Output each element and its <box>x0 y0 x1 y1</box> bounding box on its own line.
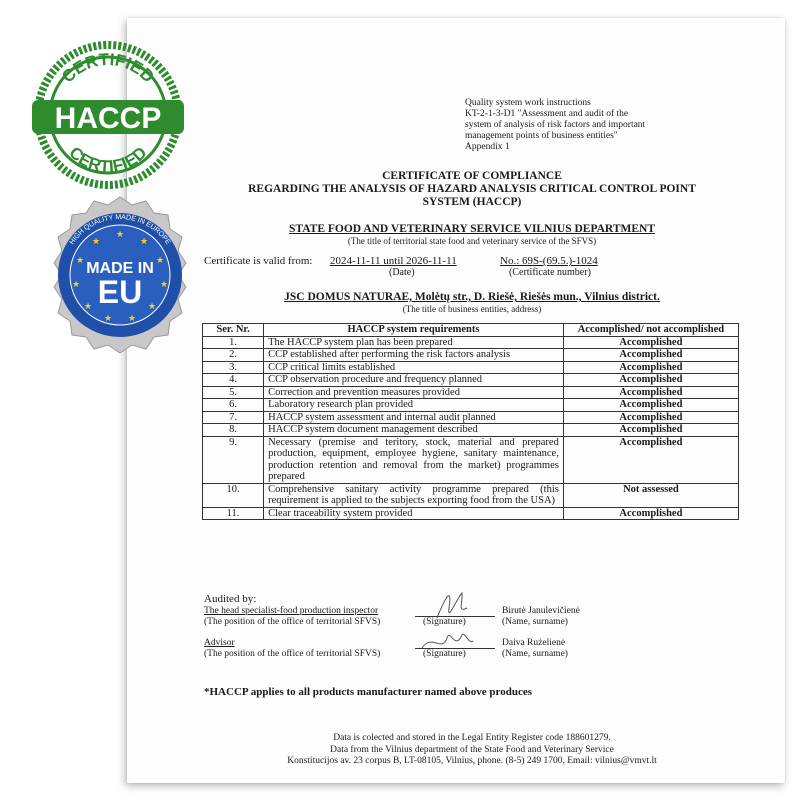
inspector-name: Birutė Janulevičienė <box>502 606 580 616</box>
svg-text:★: ★ <box>115 229 125 239</box>
svg-text:★: ★ <box>103 313 113 323</box>
certificate-number: No.: 69S-(69.5.)-1024 <box>500 255 598 267</box>
validity-dates: 2024-11-11 until 2026-11-11 <box>330 255 457 267</box>
svg-text:★: ★ <box>139 236 149 246</box>
inspector-signature-icon <box>427 588 477 628</box>
svg-text:★: ★ <box>155 255 165 265</box>
table-row: 1. The HACCP system plan has been prepared Accomplished <box>203 336 739 349</box>
table-row: 7. HACCP system assessment and internal audit planned Accomplished <box>203 411 739 424</box>
certificate-number-caption: (Certificate number) <box>509 267 591 278</box>
date-caption: (Date) <box>389 267 415 278</box>
svg-text:★: ★ <box>75 255 85 265</box>
table-row: 10. Comprehensive sanitary activity programme prepared (this requirement is applied to the subjects exporting food from the USA) Not assessed <box>203 483 739 507</box>
business-caption: (The title of business entities, address) <box>402 304 542 314</box>
table-row: 3. CCP critical limits established Accomplished <box>203 361 739 374</box>
signature-caption: (Signature) <box>423 617 466 627</box>
table-row: 9. Necessary (premise and teritory, stock, material and prepared production, equipment, employee hygiene, sanitary maintenance, production retention and removal from the market) programmes prepared Accomplished <box>203 436 739 483</box>
department-name: STATE FOOD AND VETERINARY SERVICE VILNIUS DEPARTMENT <box>288 223 655 235</box>
haccp-certified-badge-icon <box>28 40 188 190</box>
inspector-title: The head specialist-food production inspector <box>204 606 379 616</box>
svg-text:★: ★ <box>71 279 81 289</box>
svg-text:CERTIFIED <box>65 143 150 176</box>
requirements-table <box>202 323 739 520</box>
validity-label: Certificate is valid from: <box>204 255 313 267</box>
eu-line2-text: EU <box>97 274 143 310</box>
header-status: Accomplished/ not accomplished <box>563 324 738 337</box>
table-row: 4. CCP observation procedure and frequency planned Accomplished <box>203 374 739 387</box>
advisor-position-caption: (The position of the office of territorial SFVS) <box>204 649 381 659</box>
department-caption: (The title of territorial state food and veterinary service of the SFVS) <box>347 236 597 246</box>
table-row: 5. Correction and prevention measures provided Accomplished <box>203 386 739 399</box>
made-in-eu-badge-icon <box>40 195 200 355</box>
header-requirements: HACCP system requirements <box>264 324 564 337</box>
table-row: 2. CCP established after performing the risk factors analysis Accomplished <box>203 349 739 362</box>
business-entity: JSC DOMUS NATURAE, Molėtų str., D. Riešė, Riešės mun., Vilnius district. <box>284 291 660 303</box>
certificate-title: CERTIFICATE OF COMPLIANCE REGARDING THE ANALYSIS OF HAZARD ANALYSIS CRITICAL CONTROL POINT SYSTEM (HACCP) <box>248 170 696 208</box>
certificate-page <box>127 18 785 783</box>
advisor-signature-icon <box>417 623 477 658</box>
table-row: 6. Laboratory research plan provided Accomplished <box>203 399 739 412</box>
svg-text:★: ★ <box>83 301 93 311</box>
name-caption: (Name, surname) <box>502 617 568 627</box>
haccp-footnote: *HACCP applies to all products manufacturer named above produces <box>204 686 532 698</box>
badge-center-text: HACCP <box>54 102 162 135</box>
inspector-position-caption: (The position of the office of territorial SFVS) <box>204 617 381 627</box>
table-header-row <box>203 324 739 337</box>
svg-text:★: ★ <box>91 236 101 246</box>
document-footer: Data is colected and stored in the Legal Entity Register code 188601279. Data from the Vilnius department of the State Food and Veterinary Service Konstitucijos av. 23 corpus B, LT-08105, Vilnius, phone. (8-5) 249 1700, Email: vilnius@vmvt.lt <box>287 733 657 766</box>
svg-text:★: ★ <box>127 313 137 323</box>
audited-by-label: Audited by: <box>204 593 257 605</box>
svg-text:★: ★ <box>159 279 169 289</box>
quality-system-header: Quality system work instructions KT-2-1-3-D1 "Assessment and audit of the system of analysis of risk factors and important management points of business entities" Appendix 1 <box>465 98 646 152</box>
svg-text:★: ★ <box>147 301 157 311</box>
header-ser-nr: Ser. Nr. <box>203 324 264 337</box>
advisor-name-caption: (Name, surname) <box>502 649 568 659</box>
badge-top-text: CERTIFIED <box>58 49 158 87</box>
eu-ring-text: HIGH QUALITY MADE IN EUROPE <box>68 213 172 246</box>
advisor-name: Daiva Rużelienė <box>502 638 566 648</box>
advisor-signature-caption: (Signature) <box>423 649 466 659</box>
eu-line1-text: MADE IN <box>86 260 154 277</box>
table-row: 8. HACCP system document management described Accomplished <box>203 424 739 437</box>
table-row: 11. Clear traceability system provided Accomplished <box>203 507 739 520</box>
badge-bottom-text: CERTIFIED <box>65 142 151 177</box>
advisor-title: Advisor <box>204 638 235 648</box>
